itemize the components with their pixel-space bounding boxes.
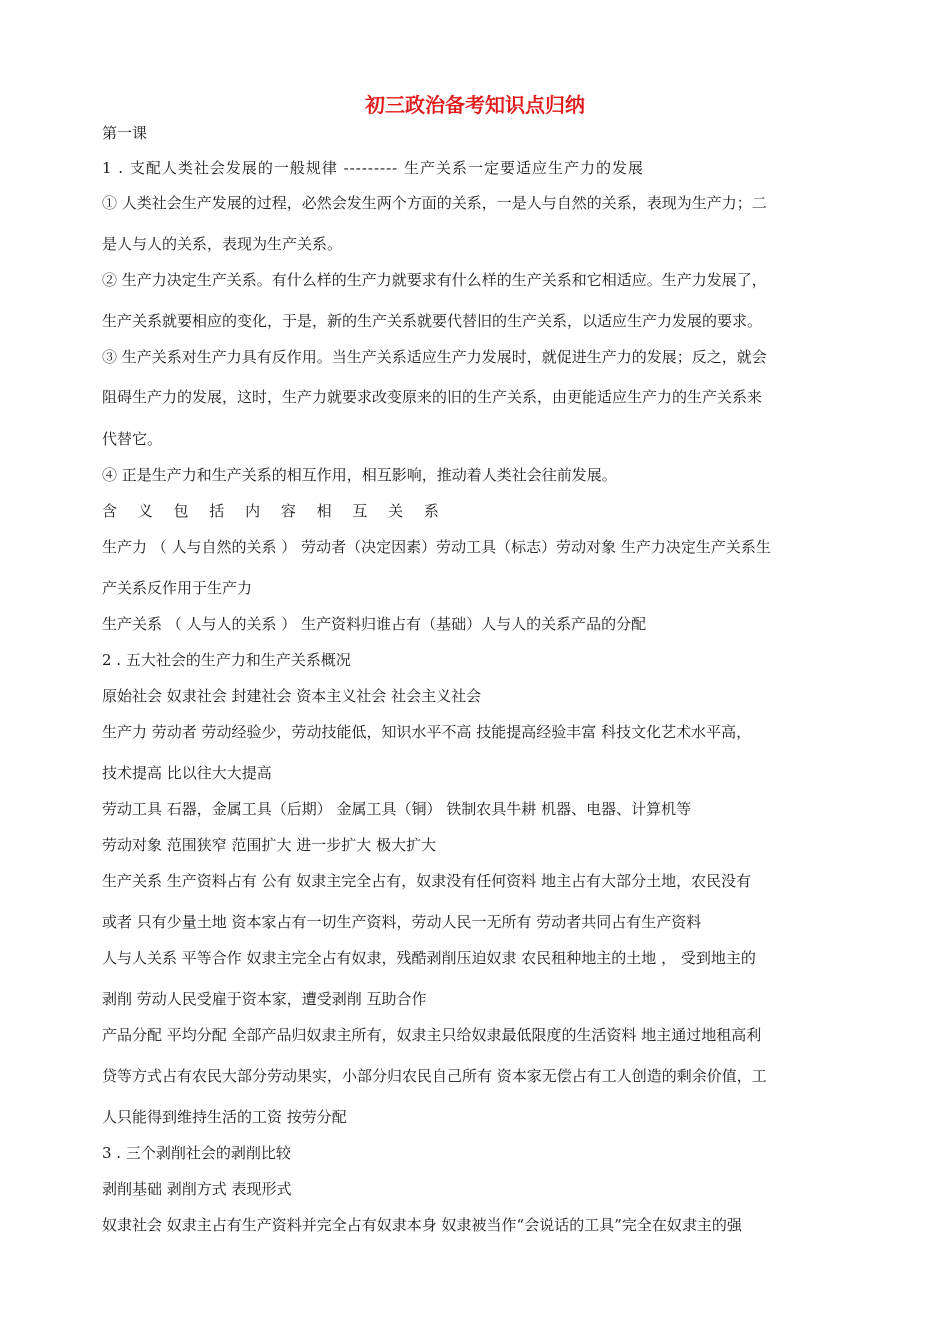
- paragraph-line: ③ 生产关系对生产力具有反作用。当生产关系适应生产力发展时，就促进生产力的发展；反之，就会: [102, 348, 767, 366]
- paragraph-line: 代替它。: [102, 430, 163, 448]
- lesson-heading: 第一课: [102, 124, 148, 142]
- table-line: 技术提高 比以往大大提高: [102, 764, 272, 782]
- paragraph-line: 生产关系就要相应的变化，于是，新的生产关系就要代替旧的生产关系，以适应生产力发展的要求。: [102, 312, 763, 330]
- table-line: 生产力 （ 人与自然的关系 ） 劳动者（决定因素）劳动工具（标志）劳动对象 生产力决定生产关系生: [102, 538, 771, 556]
- document-title: 初三政治备考知识点归纳: [365, 93, 585, 117]
- table-line: 生产关系 （ 人与人的关系 ） 生产资料归谁占有（基础）人与人的关系产品的分配: [102, 615, 647, 633]
- table-line: 劳动对象 范围狭窄 范围扩大 进一步扩大 极大扩大: [102, 836, 437, 854]
- table-line: 产品分配 平均分配 全部产品归奴隶主所有，奴隶主只给奴隶最低限度的生活资料 地主通过地租高利: [102, 1026, 762, 1044]
- paragraph-line: ① 人类社会生产发展的过程，必然会发生两个方面的关系，一是人与自然的关系，表现为生产力；二: [102, 194, 767, 212]
- table-line: 劳动工具 石器，金属工具（后期） 金属工具（铜） 铁制农具牛耕 机器、电器、计算机等: [102, 800, 692, 818]
- table-line: 产关系反作用于生产力: [102, 579, 253, 597]
- table-line: 奴隶社会 奴隶主占有生产资料并完全占有奴隶本身 奴隶被当作“会说话的工具”完全在奴隶主的强: [102, 1216, 742, 1234]
- paragraph-line: 是人与人的关系，表现为生产关系。: [102, 235, 343, 253]
- section-1-heading: 1 . 支配人类社会发展的一般规律 --------- 生产关系一定要适应生产力的发展: [102, 159, 645, 177]
- table-line: 人与人关系 平等合作 奴隶主完全占有奴隶，残酷剥削压迫奴隶 农民租种地主的土地 ， 受到地主的: [102, 949, 756, 967]
- section-2-heading: 2 . 五大社会的生产力和生产关系概况: [102, 651, 351, 669]
- table-header-line: 含 义 包 括 内 容 相 互 关 系: [102, 502, 447, 520]
- table-line: 人只能得到维持生活的工资 按劳分配: [102, 1108, 347, 1126]
- table-line: 生产关系 生产资料占有 公有 奴隶主完全占有，奴隶没有任何资料 地主占有大部分土地，农民没有: [102, 872, 752, 890]
- paragraph-line: ④ 正是生产力和生产关系的相互作用，相互影响，推动着人类社会往前发展。: [102, 466, 617, 484]
- table-line: 贷等方式占有农民大部分劳动果实，小部分归农民自己所有 资本家无偿占有工人创造的剩余价值，工: [102, 1067, 767, 1085]
- table-line: 或者 只有少量土地 资本家占有一切生产资料，劳动人民一无所有 劳动者共同占有生产资料: [102, 913, 702, 931]
- table-line: 剥削基础 剥削方式 表现形式: [102, 1180, 292, 1198]
- section-3-heading: 3 . 三个剥削社会的剥削比较: [102, 1144, 291, 1162]
- table-line: 原始社会 奴隶社会 封建社会 资本主义社会 社会主义社会: [102, 687, 482, 705]
- table-line: 剥削 劳动人民受雇于资本家，遭受剥削 互助合作: [102, 990, 427, 1008]
- table-line: 生产力 劳动者 劳动经验少，劳动技能低，知识水平不高 技能提高经验丰富 科技文化艺术水平高，: [102, 723, 752, 741]
- paragraph-line: 阻碍生产力的发展，这时，生产力就要求改变原来的旧的生产关系，由更能适应生产力的生产关系来: [102, 388, 763, 406]
- paragraph-line: ② 生产力决定生产关系。有什么样的生产力就要求有什么样的生产关系和它相适应。生产力发展了，: [102, 271, 767, 289]
